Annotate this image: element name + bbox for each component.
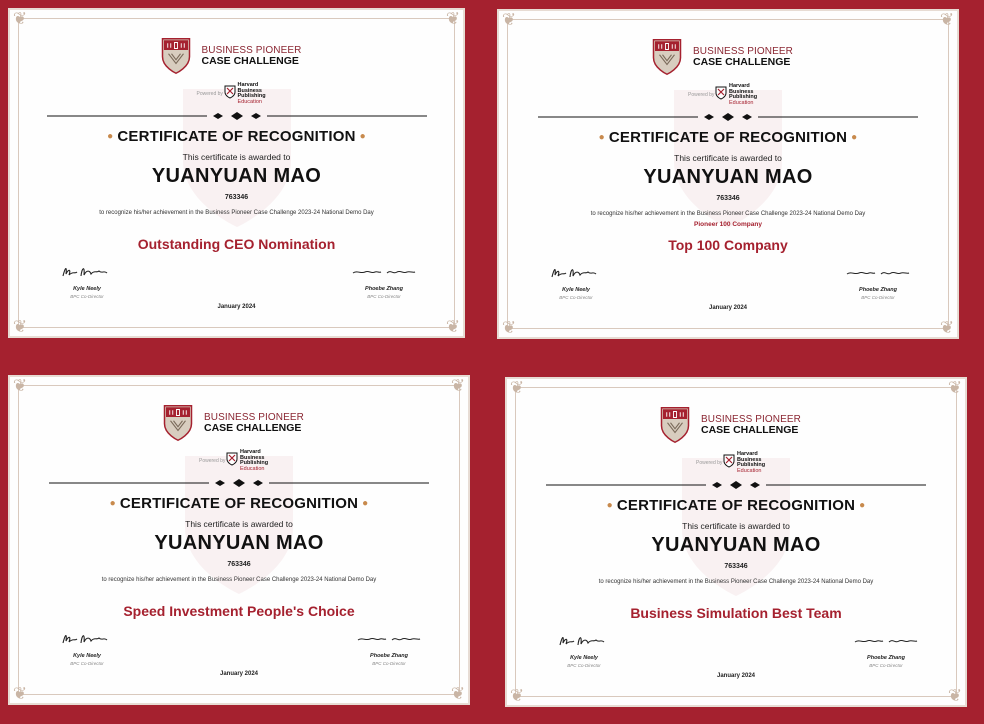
recipient-id: 763346 <box>227 561 251 568</box>
certificate-date: January 2024 <box>716 673 756 679</box>
certificate-top-right <box>497 9 959 339</box>
hbp-line4: Education <box>729 99 754 106</box>
powered-by-label: Powered by <box>688 92 715 98</box>
brand-line2: CASE CHALLENGE <box>204 422 302 434</box>
bullet-icon: ● <box>359 131 366 142</box>
signature-block-left <box>531 263 621 300</box>
award-subtitle: Pioneer 100 Company <box>694 221 762 228</box>
hbp-line3: Publishing <box>240 460 269 467</box>
certificate-date: January 2024 <box>219 671 259 677</box>
hbp-line1: Harvard <box>729 83 750 89</box>
brand-line1: BUSINESS PIONEER <box>701 414 801 425</box>
hbp-line3: Publishing <box>729 94 758 101</box>
certificate-date: January 2024 <box>708 305 748 311</box>
recognition-text: to recognize his/her achievement in the Business Pioneer Case Challenge 2023-24 National Demo Day <box>598 579 874 585</box>
hbp-line3: Publishing <box>237 93 266 100</box>
recognition-text: to recognize his/her achievement in the Business Pioneer Case Challenge 2023-24 National Demo Day <box>101 577 377 583</box>
signature-block-right <box>344 629 434 666</box>
divider-ornament-icon <box>49 479 429 487</box>
signature-phoebe-zhang <box>349 262 419 280</box>
hbp-line4: Education <box>237 98 262 105</box>
awarded-to-text: This certificate is awarded to <box>182 152 291 162</box>
brand-line2: CASE CHALLENGE <box>701 424 799 436</box>
corner-flourish-icon: ❦ <box>947 686 963 706</box>
corner-flourish-icon: ❦ <box>939 10 955 30</box>
signature-block-left <box>539 631 629 668</box>
corner-flourish-icon: ❦ <box>939 318 955 338</box>
powered-by-logo <box>507 451 965 474</box>
brand-logo <box>507 406 965 446</box>
bullet-icon: ● <box>851 132 858 143</box>
corner-flourish-icon: ❦ <box>501 10 517 30</box>
bullet-icon: ● <box>859 500 866 511</box>
hbp-line4: Education <box>737 467 762 474</box>
signer2-role: BPC Co-Director <box>861 295 895 300</box>
signer2-name: Phoebe Zhang <box>859 287 897 293</box>
signer2-name: Phoebe Zhang <box>867 655 905 661</box>
signature-phoebe-zhang <box>851 631 921 649</box>
signature-kyle-neely <box>57 629 117 647</box>
ornamental-divider <box>10 112 463 120</box>
divider-ornament-icon <box>546 481 926 489</box>
recognition-text: to recognize his/her achievement in the Business Pioneer Case Challenge 2023-24 National Demo Day <box>99 210 374 216</box>
brand-line1: BUSINESS PIONEER <box>201 45 302 56</box>
bpc-shield-icon <box>660 406 690 444</box>
recipient-name: YUANYUAN MAO <box>154 532 324 554</box>
recognition-text: to recognize his/her achievement in the Business Pioneer Case Challenge 2023-24 National Demo Day <box>590 211 866 217</box>
certificate-date: January 2024 <box>217 304 256 310</box>
signature-kyle-neely <box>546 263 606 281</box>
signer2-name: Phoebe Zhang <box>370 653 408 659</box>
signature-block-right <box>833 263 923 300</box>
brand-line1: BUSINESS PIONEER <box>204 412 304 423</box>
hbp-line1: Harvard <box>737 451 758 457</box>
signer1-name: Kyle Neely <box>562 287 590 293</box>
powered-by-logo <box>499 83 957 106</box>
signature-block-right <box>841 631 931 668</box>
ornamental-divider <box>10 479 468 487</box>
divider-ornament-icon <box>47 112 427 120</box>
awarded-to-text: This certificate is awarded to <box>674 153 782 163</box>
hbp-line1: Harvard <box>237 82 259 88</box>
ornamental-divider <box>507 481 965 489</box>
signer2-name: Phoebe Zhang <box>365 286 403 292</box>
signature-phoebe-zhang <box>843 263 913 281</box>
corner-flourish-icon: ❦ <box>450 684 466 704</box>
signature-phoebe-zhang <box>354 629 424 647</box>
corner-flourish-icon: ❦ <box>501 318 517 338</box>
powered-by-label: Powered by <box>199 458 226 464</box>
heading-text: CERTIFICATE OF RECOGNITION <box>616 497 856 514</box>
recipient-name: YUANYUAN MAO <box>151 165 322 187</box>
heading-text: CERTIFICATE OF RECOGNITION <box>117 128 356 145</box>
hbp-shield-icon <box>226 452 238 466</box>
corner-flourish-icon: ❦ <box>12 684 28 704</box>
hbp-line2: Business <box>240 454 265 461</box>
brand-logo <box>499 38 957 78</box>
certificate-heading <box>10 495 468 512</box>
heading-text: CERTIFICATE OF RECOGNITION <box>608 129 848 146</box>
hbp-shield-icon <box>715 86 727 100</box>
certificate-top-left <box>8 8 465 338</box>
signer1-role: BPC Co-Director <box>70 294 104 299</box>
signer1-role: BPC Co-Director <box>567 663 601 668</box>
certificate-heading <box>507 497 965 514</box>
recipient-name: YUANYUAN MAO <box>651 534 821 556</box>
awarded-to-text: This certificate is awarded to <box>185 519 293 529</box>
corner-flourish-icon: ❦ <box>12 9 28 29</box>
hbp-line1: Harvard <box>240 449 261 455</box>
bpc-shield-icon <box>652 38 682 76</box>
hbp-line2: Business <box>237 87 262 94</box>
awarded-to-text: This certificate is awarded to <box>682 521 790 531</box>
bpc-shield-icon <box>161 37 191 75</box>
certificate-bottom-left <box>8 375 470 705</box>
signer1-name: Kyle Neely <box>73 653 101 659</box>
divider-ornament-icon <box>538 113 918 121</box>
brand-logo <box>10 37 463 77</box>
signer1-name: Kyle Neely <box>73 286 101 292</box>
recipient-id: 763346 <box>224 194 249 201</box>
brand-line2: CASE CHALLENGE <box>693 56 791 68</box>
certificate-bottom-right <box>505 377 967 707</box>
brand-line2: CASE CHALLENGE <box>201 55 299 67</box>
corner-flourish-icon: ❦ <box>445 317 461 337</box>
recipient-name: YUANYUAN MAO <box>643 166 813 188</box>
corner-flourish-icon: ❦ <box>12 317 28 337</box>
hbp-line2: Business <box>729 88 754 95</box>
powered-by-logo <box>10 82 463 105</box>
signer1-name: Kyle Neely <box>570 655 598 661</box>
award-title: Outstanding CEO Nomination <box>137 236 336 252</box>
corner-flourish-icon: ❦ <box>450 376 466 396</box>
award-title: Business Simulation Best Team <box>630 605 842 621</box>
bpc-shield-icon <box>163 404 193 442</box>
signer1-role: BPC Co-Director <box>559 295 593 300</box>
signer1-role: BPC Co-Director <box>70 661 104 666</box>
corner-flourish-icon: ❦ <box>509 378 525 398</box>
award-title: Top 100 Company <box>668 237 788 253</box>
ornamental-divider <box>499 113 957 121</box>
signature-kyle-neely <box>554 631 614 649</box>
hbp-line4: Education <box>240 465 265 472</box>
heading-text: CERTIFICATE OF RECOGNITION <box>119 495 359 512</box>
bullet-icon: ● <box>107 131 114 142</box>
signature-block-left <box>42 629 132 666</box>
hbp-shield-icon <box>723 454 735 468</box>
recipient-id: 763346 <box>716 195 740 202</box>
hbp-line2: Business <box>737 456 762 463</box>
bullet-icon: ● <box>109 498 116 509</box>
signature-block-left <box>42 262 132 299</box>
certificate-heading <box>10 128 463 145</box>
hbp-line3: Publishing <box>737 462 766 469</box>
recipient-id: 763346 <box>724 563 748 570</box>
powered-by-logo <box>10 449 468 472</box>
signer2-role: BPC Co-Director <box>869 663 903 668</box>
award-title: Speed Investment People's Choice <box>123 603 355 619</box>
signer2-role: BPC Co-Director <box>372 661 406 666</box>
powered-by-label: Powered by <box>696 460 723 466</box>
bullet-icon: ● <box>598 132 605 143</box>
corner-flourish-icon: ❦ <box>445 9 461 29</box>
hbp-shield-icon <box>224 85 236 99</box>
certificate-heading <box>499 129 957 146</box>
corner-flourish-icon: ❦ <box>947 378 963 398</box>
powered-by-label: Powered by <box>196 91 223 97</box>
signer2-role: BPC Co-Director <box>367 294 401 299</box>
corner-flourish-icon: ❦ <box>509 686 525 706</box>
corner-flourish-icon: ❦ <box>12 376 28 396</box>
bullet-icon: ● <box>362 498 369 509</box>
brand-line1: BUSINESS PIONEER <box>693 46 793 57</box>
bullet-icon: ● <box>606 500 613 511</box>
signature-block-right <box>339 262 429 299</box>
signature-kyle-neely <box>57 262 117 280</box>
brand-logo <box>10 404 468 444</box>
